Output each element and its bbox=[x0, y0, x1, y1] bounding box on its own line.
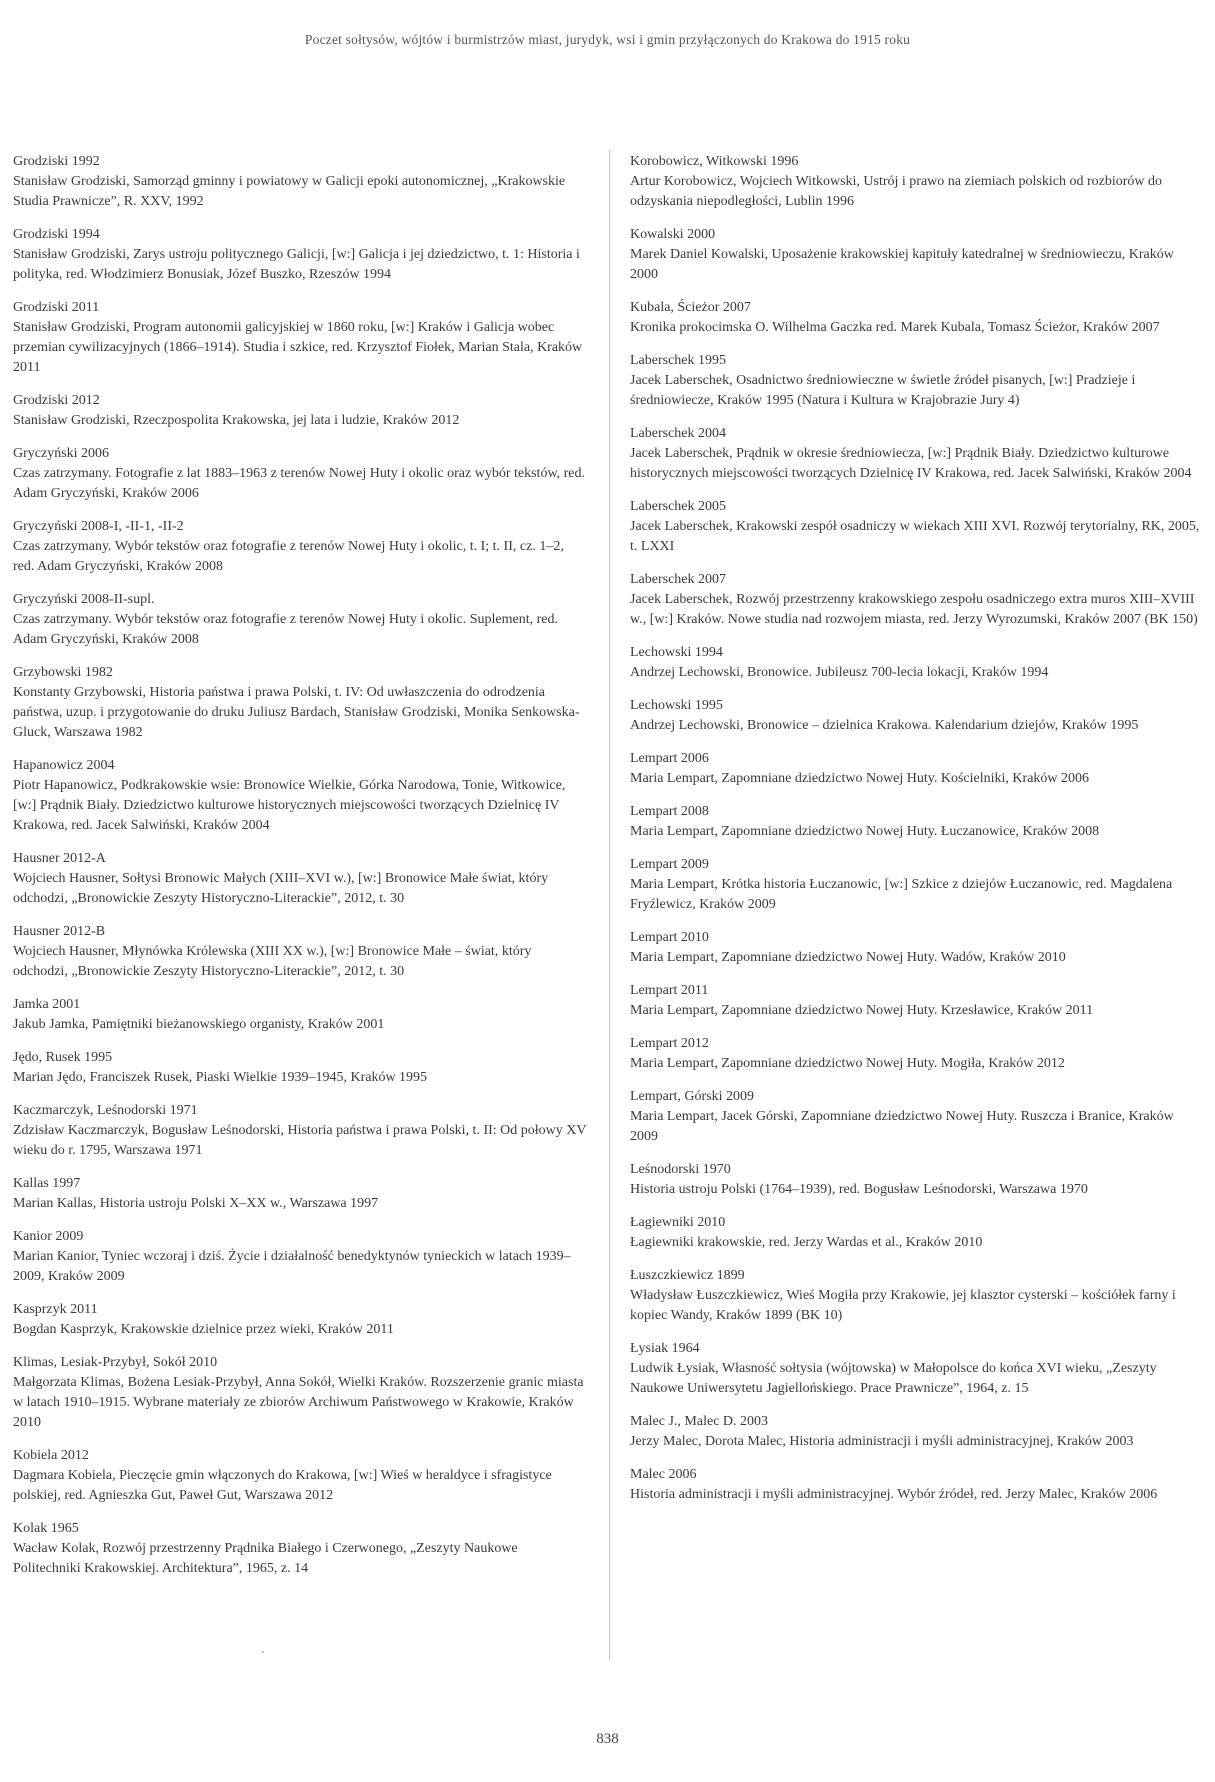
entry-citation: Jacek Laberschek, Rozwój przestrzenny krakowskiego zespołu osadniczego extra muros XIII–XVIII w., [w:] Kraków. Nowe studia nad rozwojem miasta, red. Jerzy Wyrozumski, Kraków 2007 (BK 150) bbox=[630, 592, 1198, 627]
bibliography-entry bbox=[13, 1227, 588, 1287]
bibliography-entry bbox=[630, 802, 1205, 842]
entry-citation: Konstanty Grzybowski, Historia państwa i prawa Polski, t. IV: Od uwłaszczenia do odrodzenia państwa, uzup. i przygotowanie do druku Juliusz Bardach, Stanisław Grodziski, Monika Senkowska-Gluck, Warszawa 1982 bbox=[13, 685, 580, 740]
entry-key: Laberschek 2007 bbox=[630, 572, 727, 587]
entry-citation: Andrzej Lechowski, Bronowice – dzielnica Krakowa. Kalendarium dziejów, Kraków 1995 bbox=[630, 718, 1139, 733]
entry-citation: Czas zatrzymany. Wybór tekstów oraz fotografie z terenów Nowej Huty i okolic, t. I; t. II, cz. 1–2, red. Adam Gryczyński, Kraków 2008 bbox=[13, 539, 564, 574]
bibliography-entry bbox=[13, 1101, 588, 1161]
bibliography-entry bbox=[630, 225, 1205, 285]
entry-key: Łysiak 1964 bbox=[630, 1341, 700, 1356]
entry-key: Klimas, Lesiak-Przybył, Sokół 2010 bbox=[13, 1355, 218, 1370]
entry-key: Jędo, Rusek 1995 bbox=[13, 1050, 113, 1065]
bibliography-entry bbox=[630, 152, 1205, 212]
bibliography-entry bbox=[13, 152, 588, 212]
page-number: 838 bbox=[596, 1731, 619, 1747]
entry-key: Lempart 2011 bbox=[630, 983, 709, 998]
entry-citation: Maria Lempart, Zapomniane dziedzictwo Nowej Huty. Wadów, Kraków 2010 bbox=[630, 950, 1066, 965]
entry-key: Lempart, Górski 2009 bbox=[630, 1089, 755, 1104]
entry-citation: Wojciech Hausner, Młynówka Królewska (XIII XX w.), [w:] Bronowice Małe – świat, który odchodzi, „Bronowickie Zeszyty Historyczno-Literackie”, 2012, t. 30 bbox=[13, 944, 532, 979]
print-speck bbox=[262, 1651, 264, 1653]
bibliography-entry bbox=[630, 424, 1205, 484]
entry-citation: Marian Kallas, Historia ustroju Polski X–XX w., Warszawa 1997 bbox=[13, 1196, 379, 1211]
entry-key: Lechowski 1994 bbox=[630, 645, 723, 660]
bibliography-entry bbox=[13, 922, 588, 982]
bibliography-entry bbox=[630, 1087, 1205, 1147]
entry-key: Kasprzyk 2011 bbox=[13, 1302, 98, 1317]
entry-citation: Marian Kanior, Tyniec wczoraj i dziś. Życie i działalność benedyktynów tynieckich w latach 1939–2009, Kraków 2009 bbox=[13, 1249, 571, 1284]
entry-key: Grzybowski 1982 bbox=[13, 665, 113, 680]
entry-citation: Czas zatrzymany. Wybór tekstów oraz fotografie z terenów Nowej Huty i okolic. Suplement, red. Adam Gryczyński, Kraków 2008 bbox=[13, 612, 558, 647]
entry-key: Malec J., Malec D. 2003 bbox=[630, 1414, 769, 1429]
bibliography-entry bbox=[630, 928, 1205, 968]
bibliography-entry bbox=[13, 849, 588, 909]
entry-key: Lempart 2010 bbox=[630, 930, 709, 945]
entry-citation: Czas zatrzymany. Fotografie z lat 1883–1963 z terenów Nowej Huty i okolic oraz wybór tekstów, red. Adam Gryczyński, Kraków 2006 bbox=[13, 466, 586, 501]
entry-key: Lempart 2006 bbox=[630, 751, 709, 766]
bibliography-entry bbox=[630, 1213, 1205, 1253]
entry-key: Grodziski 2011 bbox=[13, 300, 100, 315]
entry-citation: Historia ustroju Polski (1764–1939), red. Bogusław Leśnodorski, Warszawa 1970 bbox=[630, 1182, 1088, 1197]
entry-citation: Jerzy Malec, Dorota Malec, Historia administracji i myśli administracyjnej, Kraków 2003 bbox=[630, 1434, 1134, 1449]
bibliography-entry bbox=[630, 855, 1205, 915]
entry-key: Kallas 1997 bbox=[13, 1176, 81, 1191]
entry-key: Lempart 2008 bbox=[630, 804, 709, 819]
entry-citation: Kronika prokocimska O. Wilhelma Gaczka red. Marek Kubala, Tomasz Ścieżor, Kraków 2007 bbox=[630, 320, 1160, 335]
entry-key: Kubala, Ścieżor 2007 bbox=[630, 300, 751, 315]
entry-citation: Stanisław Grodziski, Zarys ustroju politycznego Galicji, [w:] Galicja i jej dziedzictwo, t. 1: Historia i polityka, red. Włodzimierz Bonusiak, Józef Buszko, Rzeszów 1994 bbox=[13, 247, 580, 282]
entry-citation: Piotr Hapanowicz, Podkrakowskie wsie: Bronowice Wielkie, Górka Narodowa, Tonie, Witkowice, [w:] Prądnik Biały. Dziedzictwo kulturowe historycznych miejscowości tworzących Dzielnicę IV Krakowa, red. Jacek Salwiński, Kraków 2004 bbox=[13, 778, 566, 833]
entry-key: Lempart 2012 bbox=[630, 1036, 709, 1051]
entry-key: Gryczyński 2008-I, -II-1, -II-2 bbox=[13, 519, 184, 534]
bibliography-entry bbox=[630, 749, 1205, 789]
entry-citation: Marian Jędo, Franciszek Rusek, Piaski Wielkie 1939–1945, Kraków 1995 bbox=[13, 1070, 428, 1085]
entry-citation: Stanisław Grodziski, Program autonomii galicyjskiej w 1860 roku, [w:] Kraków i Galicja wobec przemian cywilizacyjnych (1866–1914). Studia i szkice, red. Krzysztof Fiołek, Marian Stala, Kraków 2011 bbox=[13, 320, 583, 375]
entry-key: Gryczyński 2006 bbox=[13, 446, 110, 461]
entry-citation: Maria Lempart, Krótka historia Łuczanowic, [w:] Szkice z dziejów Łuczanowic, red. Magdalena Fryźlewicz, Kraków 2009 bbox=[630, 877, 1173, 912]
entry-key: Łagiewniki 2010 bbox=[630, 1215, 726, 1230]
entry-citation: Jacek Laberschek, Prądnik w okresie średniowiecza, [w:] Prądnik Biały. Dziedzictwo kulturowe historycznych miejscowości tworzących Dzielnicę IV Krakowa, red. Jacek Salwiński, Kraków 2004 bbox=[630, 446, 1192, 481]
entry-citation: Jacek Laberschek, Osadnictwo średniowieczne w świetle źródeł pisanych, [w:] Pradzieje i średniowiecze, Kraków 1995 (Natura i Kultura w Krajobrazie Jury 4) bbox=[630, 373, 1136, 408]
bibliography-entry bbox=[13, 444, 588, 504]
entry-citation: Maria Lempart, Zapomniane dziedzictwo Nowej Huty. Mogiła, Kraków 2012 bbox=[630, 1056, 1065, 1071]
bibliography-entry bbox=[13, 1446, 588, 1506]
entry-key: Jamka 2001 bbox=[13, 997, 81, 1012]
entry-citation: Wacław Kolak, Rozwój przestrzenny Prądnika Białego i Czerwonego, „Zeszyty Naukowe Politechniki Krakowskiej. Architektura”, 1965, z. 14 bbox=[13, 1541, 518, 1576]
entry-key: Grodziski 1992 bbox=[13, 154, 100, 169]
entry-key: Lechowski 1995 bbox=[630, 698, 723, 713]
entry-citation: Władysław Łuszczkiewicz, Wieś Mogiła przy Krakowie, jej klasztor cysterski – kościółek farny i kopiec Wandy, Kraków 1899 (BK 10) bbox=[630, 1288, 1176, 1323]
bibliography-entry bbox=[13, 517, 588, 577]
entry-citation: Andrzej Lechowski, Bronowice. Jubileusz 700-lecia lokacji, Kraków 1994 bbox=[630, 665, 1049, 680]
entry-key: Kanior 2009 bbox=[13, 1229, 84, 1244]
bibliography-entry bbox=[630, 298, 1205, 338]
entry-citation: Bogdan Kasprzyk, Krakowskie dzielnice przez wieki, Kraków 2011 bbox=[13, 1322, 394, 1337]
entry-key: Leśnodorski 1970 bbox=[630, 1162, 731, 1177]
entry-key: Hapanowicz 2004 bbox=[13, 758, 115, 773]
entry-citation: Wojciech Hausner, Sołtysi Bronowic Małych (XIII–XVI w.), [w:] Bronowice Małe świat, który odchodzi, „Bronowickie Zeszyty Historyczno-Literackie”, 2012, t. 30 bbox=[13, 871, 549, 906]
bibliography-entry bbox=[630, 570, 1205, 630]
bibliography-entry bbox=[630, 497, 1205, 557]
bibliography-entry bbox=[13, 663, 588, 743]
bibliography-entry bbox=[13, 756, 588, 836]
bibliography-entry bbox=[630, 1266, 1205, 1326]
entry-citation: Maria Lempart, Jacek Górski, Zapomniane dziedzictwo Nowej Huty. Ruszcza i Branice, Kraków 2009 bbox=[630, 1109, 1174, 1144]
entry-citation: Marek Daniel Kowalski, Uposażenie krakowskiej kapituły katedralnej w średniowieczu, Kraków 2000 bbox=[630, 247, 1174, 282]
bibliography-entry bbox=[630, 696, 1205, 736]
bibliography-entry bbox=[13, 1174, 588, 1214]
entry-citation: Jakub Jamka, Pamiętniki bieżanowskiego organisty, Kraków 2001 bbox=[13, 1017, 385, 1032]
bibliography-entry bbox=[630, 643, 1205, 683]
entry-key: Laberschek 2005 bbox=[630, 499, 727, 514]
bibliography-entry bbox=[13, 590, 588, 650]
entry-citation: Artur Korobowicz, Wojciech Witkowski, Ustrój i prawo na ziemiach polskich od rozbiorów do odzyskania niepodległości, Lublin 1996 bbox=[630, 174, 1163, 209]
entry-key: Hausner 2012-A bbox=[13, 851, 106, 866]
entry-key: Grodziski 2012 bbox=[13, 393, 100, 408]
bibliography-entry bbox=[13, 1048, 588, 1088]
bibliography-entry bbox=[13, 225, 588, 285]
bibliography-entry bbox=[13, 391, 588, 431]
entry-citation: Małgorzata Klimas, Bożena Lesiak-Przybył, Anna Sokół, Wielki Kraków. Rozszerzenie granic miasta w latach 1910–1915. Wybrane materiały ze zbiorów Archiwum Państwowego w Krakowie, Kraków 2010 bbox=[13, 1375, 584, 1430]
entry-citation: Maria Lempart, Zapomniane dziedzictwo Nowej Huty. Łuczanowice, Kraków 2008 bbox=[630, 824, 1100, 839]
entry-key: Hausner 2012-B bbox=[13, 924, 106, 939]
bibliography-entry bbox=[13, 1519, 588, 1579]
bibliography-left-column bbox=[13, 152, 588, 1592]
entry-key: Kolak 1965 bbox=[13, 1521, 79, 1536]
bibliography-entry bbox=[630, 1339, 1205, 1399]
entry-citation: Jacek Laberschek, Krakowski zespół osadniczy w wiekach XIII XVI. Rozwój terytorialny, RK, 2005, t. LXXI bbox=[630, 519, 1200, 554]
bibliography-entry bbox=[13, 995, 588, 1035]
entry-citation: Łagiewniki krakowskie, red. Jerzy Wardas et al., Kraków 2010 bbox=[630, 1235, 983, 1250]
entry-citation: Zdzisław Kaczmarczyk, Bogusław Leśnodorski, Historia państwa i prawa Polski, t. II: Od połowy XV wieku do r. 1795, Warszawa 1971 bbox=[13, 1123, 587, 1158]
entry-key: Laberschek 2004 bbox=[630, 426, 727, 441]
bibliography-right-column bbox=[630, 152, 1205, 1518]
running-head: Poczet sołtysów, wójtów i burmistrzów miast, jurydyk, wsi i gmin przyłączonych do Krakowa do 1915 roku bbox=[304, 32, 911, 47]
entry-key: Kowalski 2000 bbox=[630, 227, 716, 242]
entry-key: Gryczyński 2008-II-supl. bbox=[13, 592, 155, 607]
entry-citation: Stanisław Grodziski, Rzeczpospolita Krakowska, jej lata i ludzie, Kraków 2012 bbox=[13, 413, 460, 428]
bibliography-entry bbox=[630, 981, 1205, 1021]
entry-key: Malec 2006 bbox=[630, 1467, 697, 1482]
entry-key: Korobowicz, Witkowski 1996 bbox=[630, 154, 799, 169]
bibliography-entry bbox=[630, 1034, 1205, 1074]
bibliography-entry bbox=[630, 1465, 1205, 1505]
bibliography-entry bbox=[630, 1412, 1205, 1452]
bibliography-entry bbox=[630, 1160, 1205, 1200]
entry-citation: Dagmara Kobiela, Pieczęcie gmin włączonych do Krakowa, [w:] Wieś w heraldyce i sfragistyce polskiej, red. Agnieszka Gut, Paweł Gut, Warszawa 2012 bbox=[13, 1468, 552, 1503]
bibliography-entry bbox=[630, 351, 1205, 411]
entry-key: Łuszczkiewicz 1899 bbox=[630, 1268, 745, 1283]
entry-citation: Maria Lempart, Zapomniane dziedzictwo Nowej Huty. Krzesławice, Kraków 2011 bbox=[630, 1003, 1094, 1018]
entry-key: Kobiela 2012 bbox=[13, 1448, 89, 1463]
entry-citation: Stanisław Grodziski, Samorząd gminny i powiatowy w Galicji epoki autonomicznej, „Krakowskie Studia Prawnicze”, R. XXV, 1992 bbox=[13, 174, 566, 209]
entry-key: Laberschek 1995 bbox=[630, 353, 727, 368]
entry-citation: Historia administracji i myśli administracyjnej. Wybór źródeł, red. Jerzy Malec, Kraków 2006 bbox=[630, 1487, 1158, 1502]
bibliography-entry bbox=[13, 1353, 588, 1433]
entry-citation: Ludwik Łysiak, Własność sołtysia (wójtowska) w Małopolsce do końca XVI wieku, „Zeszyty Naukowe Uniwersytetu Jagiellońskiego. Prace Prawnicze”, 1964, z. 15 bbox=[630, 1361, 1157, 1396]
bibliography-entry bbox=[13, 298, 588, 378]
bibliography-entry bbox=[13, 1300, 588, 1340]
entry-key: Lempart 2009 bbox=[630, 857, 709, 872]
entry-key: Grodziski 1994 bbox=[13, 227, 100, 242]
column-divider bbox=[609, 150, 610, 1660]
entry-key: Kaczmarczyk, Leśnodorski 1971 bbox=[13, 1103, 198, 1118]
entry-citation: Maria Lempart, Zapomniane dziedzictwo Nowej Huty. Kościelniki, Kraków 2006 bbox=[630, 771, 1090, 786]
